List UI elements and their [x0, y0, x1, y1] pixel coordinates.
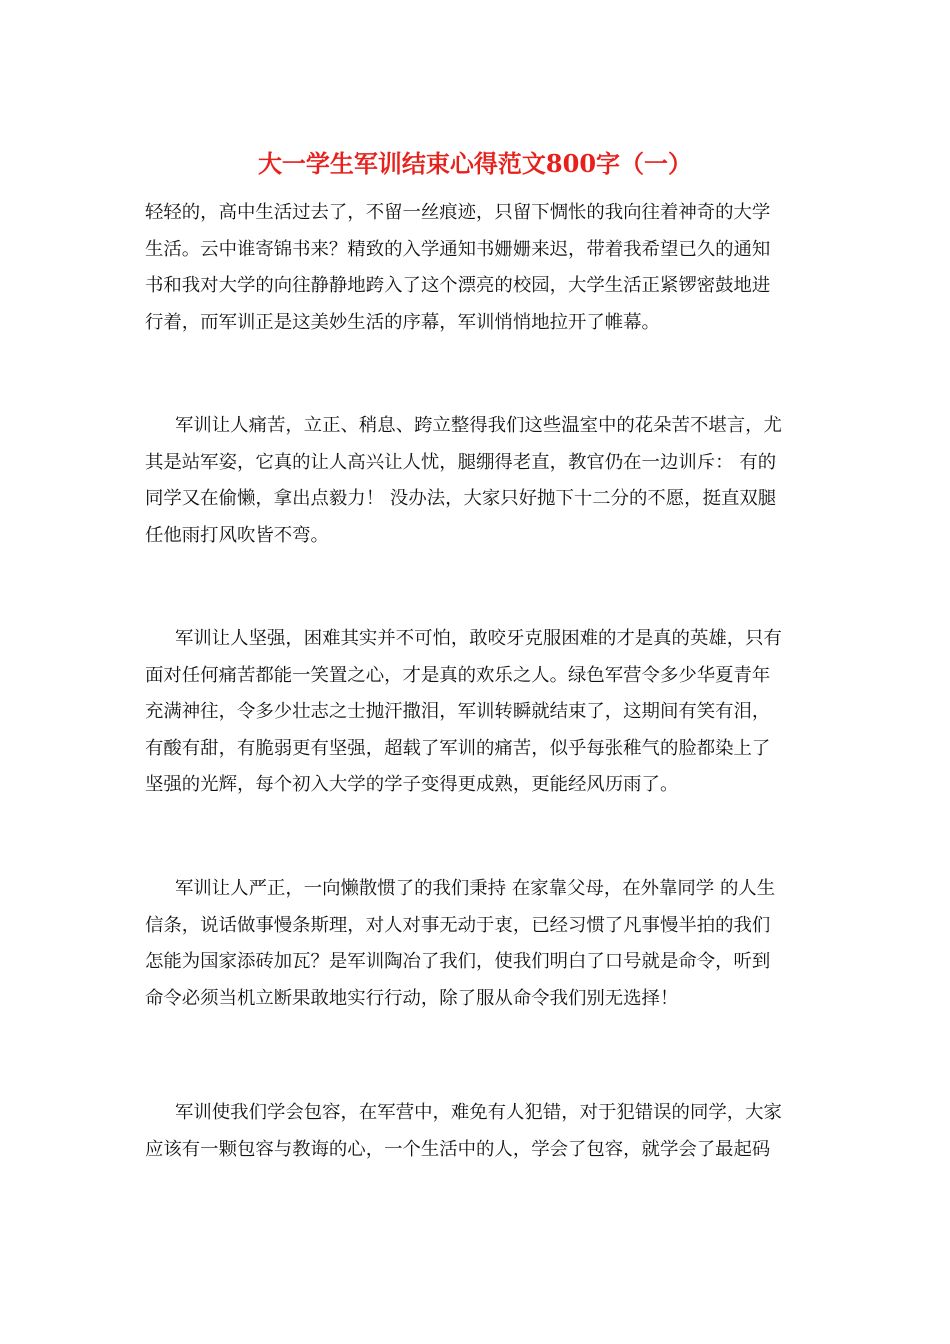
paragraph-line: 面对任何痛苦都能一笑置之心，才是真的欢乐之人。绿色军营令多少华夏青年	[145, 664, 771, 686]
paragraph-line: 同学又在偷懒，拿出点毅力！ 没办法，大家只好抛下十二分的不愿，挺直双腿	[145, 488, 777, 509]
paragraph-line: 行着，而军训正是这美妙生活的序幕，军训悄悄地拉开了帷幕。	[145, 311, 660, 333]
paragraph-line: 应该有一颗包容与教诲的心，一个生活中的人，学会了包容，就学会了最起码	[145, 1138, 771, 1160]
paragraph-4	[145, 871, 809, 1017]
paragraph-line: 书和我对大学的向往静静地跨入了这个漂亮的校园，大学生活正紧锣密鼓地进	[145, 275, 771, 296]
paragraph-line: 其是站军姿，它真的让人高兴让人忧，腿绷得老直，教官仍在一边训斥： 有的	[145, 451, 777, 473]
paragraph-5	[145, 1095, 809, 1168]
paragraph-2	[145, 408, 809, 554]
paragraph-line: 军训让人严正，一向懒散惯了的我们秉持 在家靠父母，在外靠同学 的人生	[175, 878, 776, 899]
paragraph-line: 军训使我们学会包容，在军营中，难免有人犯错，对于犯错误的同学，大家	[175, 1102, 782, 1123]
document-title: 大一学生军训结束心得范文800字（一）	[257, 149, 693, 178]
paragraph-line: 有酸有甜，有脆弱更有坚强，超载了军训的痛苦，似乎每张稚气的脸都染上了	[145, 737, 771, 759]
paragraph-line: 军训让人痛苦，立正、稍息、跨立整得我们这些温室中的花朵苦不堪言，尤	[175, 415, 782, 436]
paragraph-line: 信条，说话做事慢条斯理，对人对事无动于衷，已经习惯了凡事慢半拍的我们	[145, 914, 771, 936]
paragraph-line: 军训让人坚强，困难其实并不可怕，敢咬牙克服困难的才是真的英雄，只有	[175, 628, 782, 649]
paragraph-3	[145, 621, 809, 804]
paragraph-line: 任他雨打风吹皆不弯。	[145, 524, 329, 546]
paragraph-line: 坚强的光辉，每个初入大学的学子变得更成熟，更能经风历雨了。	[145, 774, 679, 795]
paragraph-line: 轻轻的，高中生活过去了，不留一丝痕迹，只留下惆怅的我向往着神奇的大学	[145, 202, 771, 223]
paragraph-line: 生活。云中谁寄锦书来？精致的入学通知书姗姗来迟，带着我希望已久的通知	[145, 238, 771, 260]
paragraph-line: 怎能为国家添砖加瓦？是军训陶冶了我们，使我们明白了口号就是命令，听到	[145, 951, 771, 972]
paragraph-1	[145, 195, 809, 341]
paragraph-line: 充满神往，令多少壮志之士抛汗撒泪，军训转瞬就结束了，这期间有笑有泪，	[145, 701, 771, 722]
paragraph-line: 命令必须当机立断果敢地实行行动，除了服从命令我们别无选择！	[145, 987, 679, 1009]
